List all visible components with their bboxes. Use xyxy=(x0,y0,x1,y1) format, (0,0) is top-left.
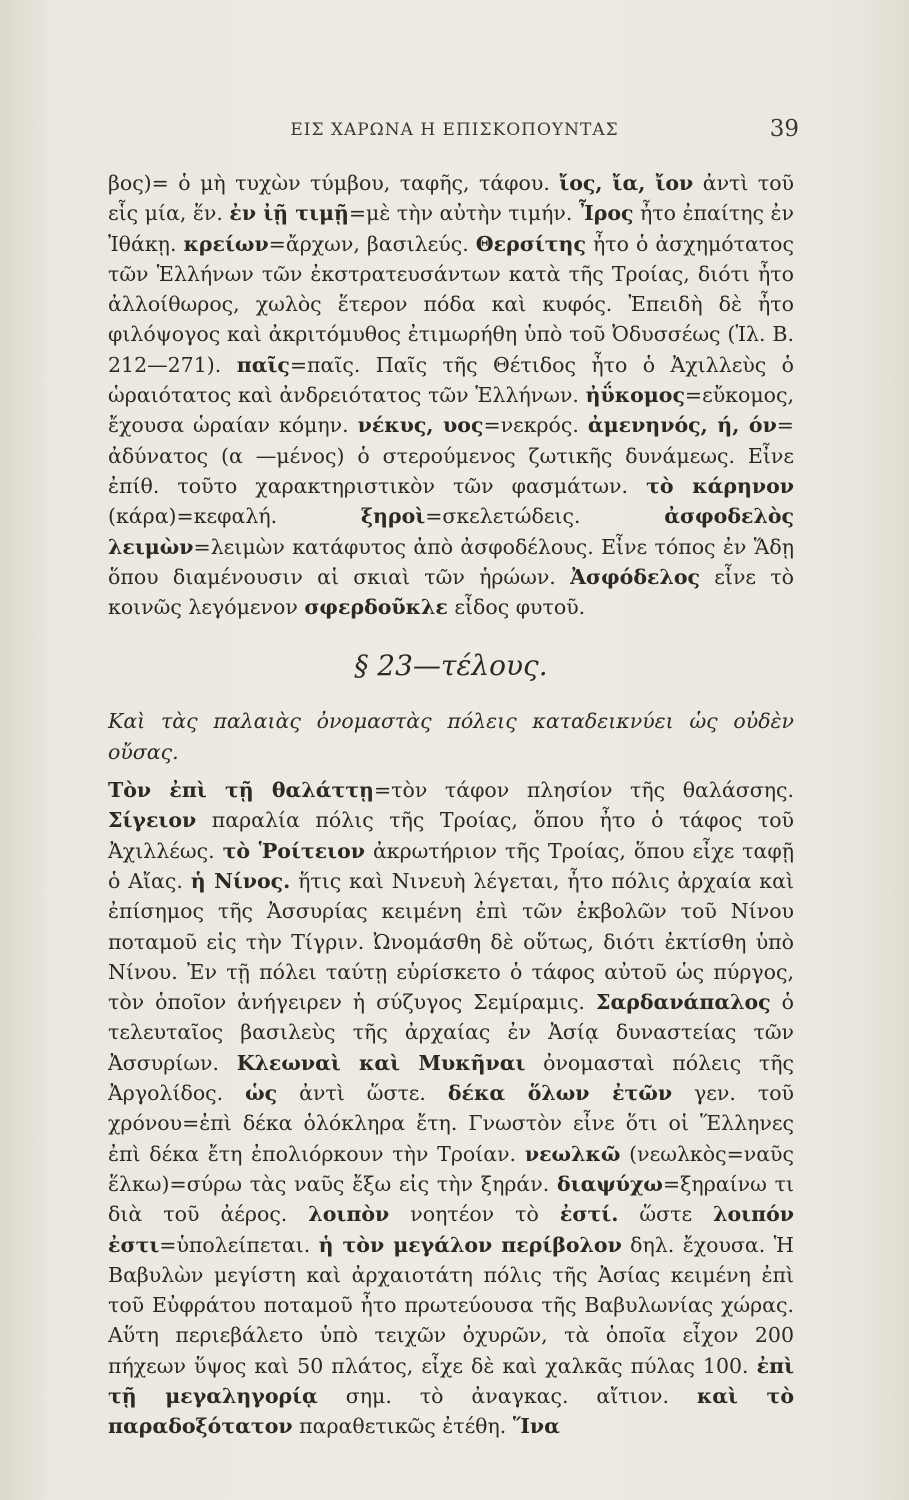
lemma: ἀσφοδελὸς λειμὼν xyxy=(108,504,794,559)
lemma: Τὸν ἐπὶ τῇ θαλάττῃ xyxy=(108,778,374,803)
page-header xyxy=(0,116,909,150)
lemma: ἴος, ἴα, ἴον xyxy=(559,171,694,195)
gloss-text: =ξηραίνω τι διὰ τοῦ ἀέρος. xyxy=(108,1171,794,1227)
lemma: κρείων xyxy=(183,231,269,256)
gloss-text: ἀντὶ ὥστε. xyxy=(277,1081,448,1106)
lemma: σφερδοῦκλε xyxy=(304,595,448,620)
lemma: ἠΰκομος xyxy=(585,383,685,408)
page-number: 39 xyxy=(769,116,799,142)
lemma: νέκυς, υος xyxy=(357,413,484,438)
lemma: ἐν ἰῇ τιμῇ xyxy=(229,201,349,226)
gloss-text: = ἀδύνατος (α —μένος) ὁ στερούμενος ζωτικῆς δυνάμεως. Εἶνε ἐπίθ. τοῦτο χαρακτηριστικὸν τῶν φασμάτων. xyxy=(108,413,794,498)
lemma: Θερσίτης xyxy=(475,231,586,256)
gloss-text: ὥστε xyxy=(618,1202,714,1227)
section-heading: § 23—τέλους. xyxy=(354,649,548,683)
lemma: Ἀσφόδελος xyxy=(570,564,701,589)
gloss-text: ἥτις καὶ Νινευὴ λέγεται, ἦτο πόλις ἀρχαία καὶ ἐπίσημος τῆς Ἀσσυρίας κειμένη ἐπὶ τῶν ἐκβολῶν τοῦ Νίνου ποταμοῦ εἰς τὴν Τίγριν. Ὠνομάσθη δὲ οὕτως, διότι ἐκτίσθη ὑπὸ Νίνου. Ἐν τῇ πόλει ταύτῃ εὑρίσκετο ὁ τάφος αὐτοῦ ὡς πύργος, τὸν ὁποῖον ἀνήγειρεν ἡ σύζυγος Σεμίραμις. xyxy=(108,868,794,1015)
gloss-text: =σκελετώδεις. xyxy=(425,504,665,529)
section-summary: Καὶ τὰς παλαιὰς ὀνομαστὰς πόλεις καταδεικνύει ὡς οὐδὲν οὔσας. xyxy=(108,709,794,764)
lemma: ἡ τὸν μεγάλον περίβολον xyxy=(318,1232,622,1257)
glossary-paragraph-1 xyxy=(108,168,794,622)
lemma: τὸ Ῥοίτειον xyxy=(222,838,365,863)
lemma: καὶ τὸ παραδοξότατον xyxy=(108,1383,794,1439)
gloss-text: παραλία πόλις τῆς Τροίας, ὅπου ἦτο ὁ τάφος τοῦ Ἀχιλλέως. xyxy=(108,808,794,863)
lemma: ξηροὶ xyxy=(360,504,426,529)
lemma: Ἵνα xyxy=(512,1414,560,1439)
gloss-text: ἀκρωτήριον τῆς Τροίας, ὅπου εἶχε ταφῇ ὁ Αἴας. xyxy=(108,838,795,893)
gloss-text: εἶδος φυτοῦ. xyxy=(447,595,586,620)
lemma: δέκα ὅλων ἐτῶν xyxy=(447,1081,673,1106)
lemma: Σίγειον xyxy=(108,808,197,833)
gloss-text: ἀντὶ τοῦ εἷς μία, ἕν. xyxy=(108,171,794,226)
gloss-text: =λειμὼν κατάφυτος ἀπὸ ἀσφοδέλους. Εἶνε τόπος ἐν Ἅδῃ ὅπου διαμένουσιν αἱ σκιαὶ τῶν ἡρώων. xyxy=(108,534,794,589)
gloss-text: ἦτο ὁ ἀσχημότατος τῶν Ἑλλήνων τῶν ἐκστρατευσάντων κατὰ τῆς Τροίας, διότι ἦτο ἀλλοίθωρος, χωλὸς ἕτερον πόδα καὶ κυφός. Ἐπειδὴ δὲ ἦτο φιλόψογος καὶ ἀκριτόμυθος ἐτιμωρήθη ὑπὸ τοῦ Ὀδυσσέως (Ἰλ. Β. 212—271). xyxy=(108,231,794,377)
lemma: Σαρδανάπαλος xyxy=(595,990,771,1015)
glossary-paragraph-2 xyxy=(108,775,794,1442)
gloss-text: =ὑπολείπεται. xyxy=(159,1232,319,1257)
gloss-text: ἦτο ἐπαίτης ἐν Ἰθάκῃ. xyxy=(108,201,794,256)
lemma: λοιπὸν xyxy=(308,1202,390,1227)
gloss-text: σημ. τὸ ἀναγκας. αἴτιον. xyxy=(317,1383,697,1408)
gloss-text: νοητέον τὸ xyxy=(389,1202,560,1227)
lemma: παῖς xyxy=(236,352,290,377)
lemma: διαψύχω xyxy=(557,1171,663,1196)
lemma: ἀμενηνός, ή, όν xyxy=(587,413,777,438)
gloss-text: =νεκρός. xyxy=(483,413,588,438)
lemma: Ἶρος xyxy=(578,201,634,226)
lemma: ὡς xyxy=(245,1081,278,1106)
gloss-text: εἶνε τὸ κοινῶς λεγόμενον xyxy=(108,564,794,620)
lemma: λοιπόν ἐστι xyxy=(108,1202,794,1257)
lemma: ἐστί. xyxy=(559,1202,619,1227)
gloss-text: δηλ. ἔχουσα. Ἡ Βαβυλὼν μεγίστη καὶ ἀρχαιοτάτη πόλις τῆς Ἀσίας κειμένη ἐπὶ τοῦ Εὐφράτου ποταμοῦ ἦτο πρωτεύουσα τῆς Βαβυλωνίας χώρας. Αὕτη περιεβάλετο ὑπὸ τειχῶν ὀχυρῶν, τὰ ὁποῖα εἶχον 200 πήχεων ὕψος καὶ 50 πλάτος, εἶχε δὲ καὶ χαλκᾶς πύλας 100. xyxy=(108,1232,794,1378)
gloss-text: =ἄρχων, βασιλεύς. xyxy=(268,231,476,256)
lemma: ἡ Νίνος. xyxy=(190,868,291,893)
gloss-text: =μὲ τὴν αὐτὴν τιμήν. xyxy=(348,201,579,226)
gloss-text: παραθετικῶς ἐτέθη. xyxy=(292,1414,513,1439)
lemma: νεωλκῶ xyxy=(524,1141,621,1166)
gloss-text: (νεωλκὸς=ναῦς ἕλκω)=σύρω τὰς ναῦς ἔξω εἰς τὴν ξηράν. xyxy=(108,1141,794,1196)
gloss-text: ὁ τελευταῖος βασιλεὺς τῆς ἀρχαίας ἐν Ἀσίᾳ δυναστείας τῶν Ἀσσυρίων. xyxy=(108,990,794,1075)
body-text xyxy=(108,168,794,1442)
gloss-text: ὀνομασταὶ πόλεις τῆς Ἀργολίδος. xyxy=(108,1050,794,1106)
lemma: Κλεωναὶ καὶ Μυκῆναι xyxy=(236,1050,526,1075)
lemma: ἐπὶ τῇ μεγαληγορίᾳ xyxy=(108,1353,794,1408)
gloss-text: =τὸν τάφον πλησίον τῆς θαλάσσης. xyxy=(373,778,794,803)
running-title: ΕΙΣ ΧΑΡΩΝΑ Η ΕΠΙΣΚΟΠΟΥΝΤΑΣ xyxy=(290,120,619,140)
gloss-text: =παῖς. Παῖς τῆς Θέτιδος ἦτο ὁ Ἀχιλλεὺς ὁ ὡραιότατος καὶ ἀνδρειότατος τῶν Ἑλλήνων. xyxy=(108,352,795,408)
gloss-text: βος)= ὁ μὴ τυχὼν τύμβου, ταφῆς, τάφου. xyxy=(108,171,560,195)
lemma: τὸ κάρηνον xyxy=(646,473,795,498)
gloss-text: γεν. τοῦ χρόνου=ἐπὶ δέκα ὁλόκληρα ἔτη. Γνωστὸν εἶνε ὅτι οἱ Ἕλληνες ἐπὶ δέκα ἔτη ἐπολιόρκουν τὴν Τροίαν. xyxy=(108,1081,794,1166)
gloss-text: =εὔκομος, ἔχουσα ὡραίαν κόμην. xyxy=(108,383,794,438)
gloss-text: (κάρα)=κεφαλή. xyxy=(108,504,361,529)
